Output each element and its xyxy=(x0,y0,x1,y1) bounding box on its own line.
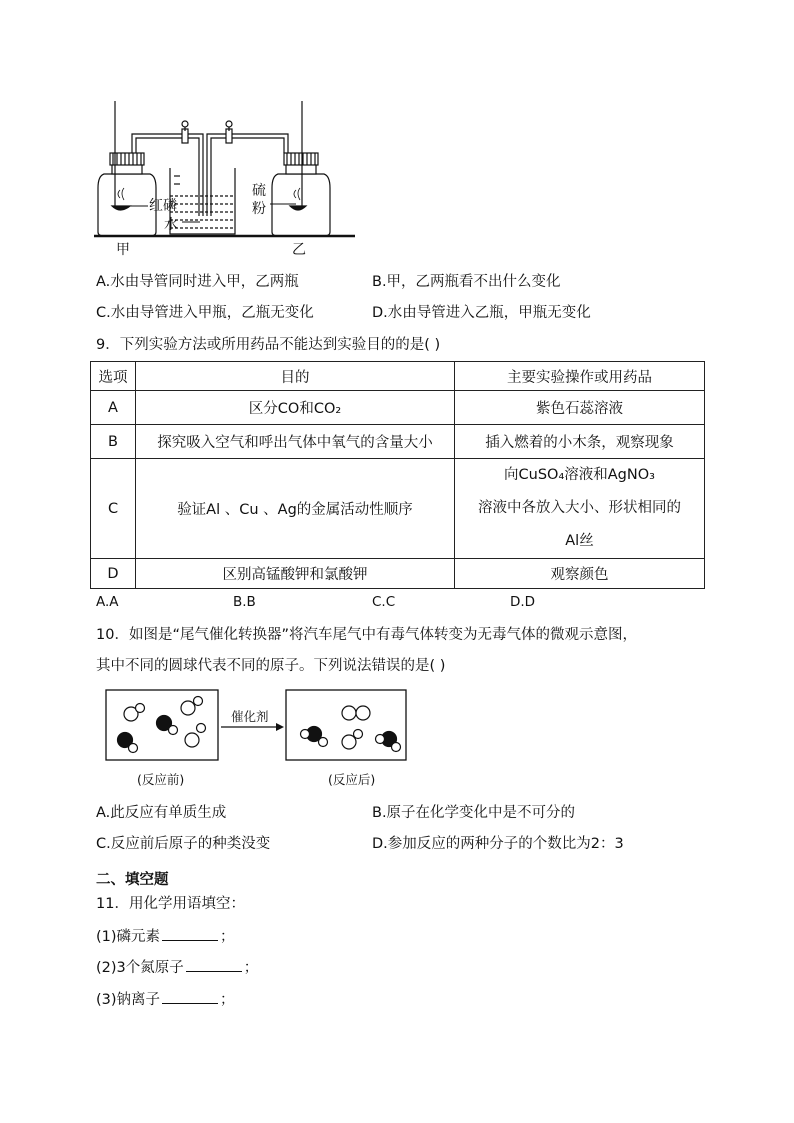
q9-option-b: B.B xyxy=(233,594,256,610)
row-d-option: D xyxy=(91,559,136,589)
q11-item-3-suffix: ； xyxy=(220,992,235,1008)
row-c-operation-line1: 向CuSO₄溶液和AgNO₃ xyxy=(504,467,655,483)
q8-apparatus-figure xyxy=(90,96,360,261)
table-row xyxy=(91,559,705,589)
row-a-option: A xyxy=(91,391,136,425)
table-row xyxy=(91,391,705,425)
bottle-yi xyxy=(272,101,330,236)
q11-item-2-label: (2)3个氮原子 xyxy=(96,960,184,976)
q11-item-2-suffix: ； xyxy=(243,960,259,976)
label-sulfur-2: 粉 xyxy=(252,201,266,217)
header-operation: 主要实验操作或用药品 xyxy=(455,362,705,391)
label-jia: 甲 xyxy=(116,242,130,258)
header-option: 选项 xyxy=(91,362,136,391)
label-water: 水 xyxy=(164,217,178,233)
tube-right xyxy=(207,121,288,216)
row-b-option: B xyxy=(91,425,136,459)
table-row xyxy=(91,425,705,459)
after-box xyxy=(286,690,406,760)
row-c-operation-line2: 溶液中各放入大小、形状相同的 xyxy=(478,500,681,516)
q10-option-a: A.此反应有单质生成 xyxy=(96,805,227,821)
q10-option-b: B.原子在化学变化中是不可分的 xyxy=(372,805,576,821)
q11-item-1-suffix: ； xyxy=(220,929,235,945)
row-a-purpose: 区分CO和CO₂ xyxy=(136,391,455,425)
row-d-purpose: 区别高锰酸钾和氯酸钾 xyxy=(136,559,455,589)
q8-option-d: D.水由导管进入乙瓶，甲瓶无变化 xyxy=(372,305,591,321)
row-b-purpose: 探究吸入空气和呼出气体中氧气的含量大小 xyxy=(136,425,455,459)
q11-blank-3[interactable] xyxy=(162,989,218,1004)
q10-stem-line2: 其中不同的圆球代表不同的原子。下列说法错误的是( ) xyxy=(96,658,446,674)
q9-option-a: A.A xyxy=(96,594,119,610)
section-title: 二、填空题 xyxy=(96,872,169,888)
header-purpose: 目的 xyxy=(136,362,455,391)
row-c-option: C xyxy=(91,459,136,559)
row-a-operation: 紫色石蕊溶液 xyxy=(455,391,705,425)
q10-stem-line1: 10．如图是“尾气催化转换器”将汽车尾气中有毒气体转变为无毒气体的微观示意图， xyxy=(96,627,637,643)
before-label: (反应前) xyxy=(137,772,185,787)
row-d-operation: 观察颜色 xyxy=(455,559,705,589)
bottle-jia xyxy=(98,101,156,236)
q11-blank-1[interactable] xyxy=(162,926,218,941)
row-c-purpose: 验证Al 、Cu 、Ag的金属活动性顺序 xyxy=(136,459,455,559)
q8-option-b: B.甲，乙两瓶看不出什么变化 xyxy=(372,274,561,290)
label-sulfur-1: 硫 xyxy=(252,183,266,199)
q8-option-a: A.水由导管同时进入甲，乙两瓶 xyxy=(96,274,299,290)
q11-item-1-label: (1)磷元素 xyxy=(96,929,161,945)
label-yi: 乙 xyxy=(292,242,306,258)
q9-option-d: D.D xyxy=(510,594,536,610)
q11-stem: 11．用化学用语填空： xyxy=(96,896,245,912)
catalyst-label: 催化剂 xyxy=(231,709,269,724)
q11-item-2 xyxy=(96,956,258,977)
after-label: (反应后) xyxy=(328,772,376,787)
q10-reaction-figure xyxy=(104,688,414,764)
row-c-operation xyxy=(455,459,705,559)
table-row xyxy=(91,459,705,559)
q9-table xyxy=(90,361,705,589)
q11-blank-2[interactable] xyxy=(186,957,242,972)
q11-item-3 xyxy=(96,988,235,1009)
row-b-operation: 插入燃着的小木条，观察现象 xyxy=(455,425,705,459)
q9-option-c: C.C xyxy=(372,594,396,610)
row-c-operation-line3: Al丝 xyxy=(565,533,594,549)
label-red-phosphorus: 红磷 xyxy=(149,198,177,214)
q10-option-c: C.反应前后原子的种类没变 xyxy=(96,836,271,852)
reaction-arrowhead xyxy=(276,723,284,731)
q10-option-d: D.参加反应的两种分子的个数比为2：3 xyxy=(372,836,624,852)
q11-item-3-label: (3)钠离子 xyxy=(96,992,161,1008)
table-header-row xyxy=(91,362,705,391)
q8-option-c: C.水由导管进入甲瓶，乙瓶无变化 xyxy=(96,305,314,321)
q9-stem: 9．下列实验方法或所用药品不能达到实验目的的是( ) xyxy=(96,337,441,353)
q11-item-1 xyxy=(96,925,235,946)
